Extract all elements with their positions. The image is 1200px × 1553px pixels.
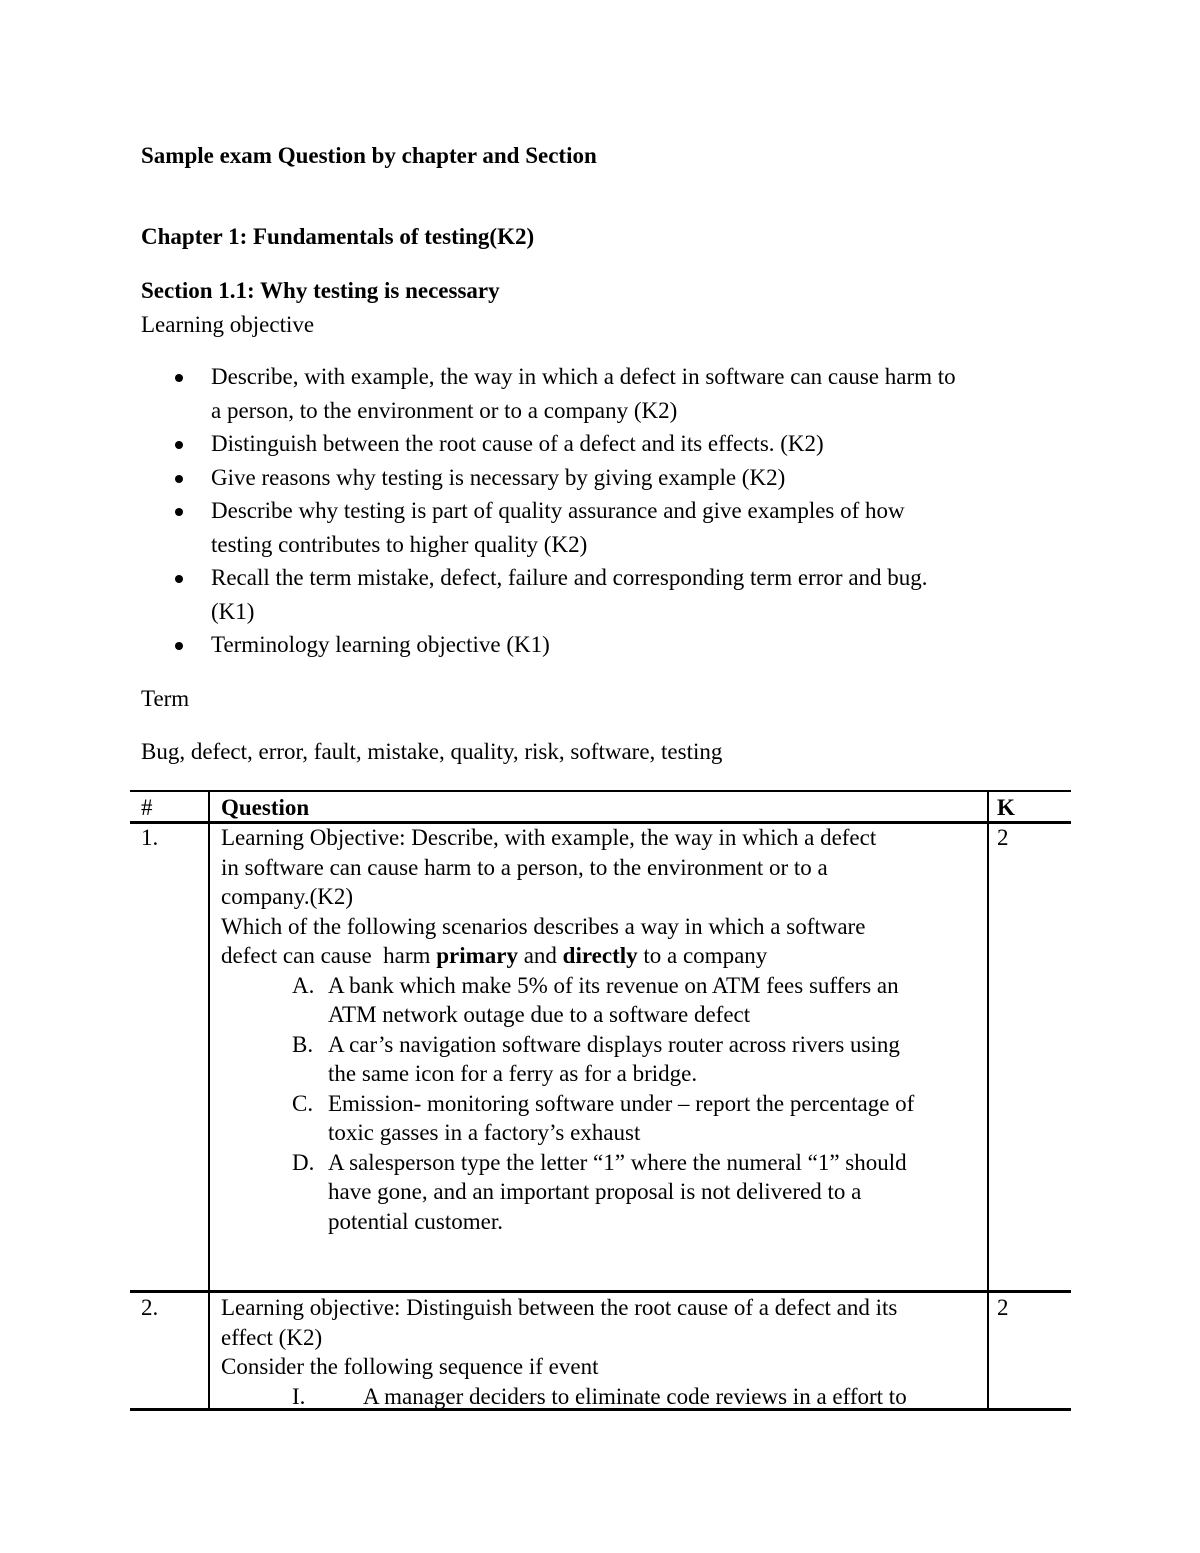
bullet-icon — [175, 374, 183, 382]
event-item: I. A manager deciders to eliminate code reviews in a effort to — [292, 1383, 907, 1409]
terms-list: Bug, defect, error, fault, mistake, quality, risk, software, testing — [141, 739, 723, 764]
row-k-level: 2 — [997, 825, 1009, 850]
section-heading: Section 1.1: Why testing is necessary — [141, 278, 500, 303]
term-label: Term — [141, 686, 190, 711]
table-column-rule — [208, 790, 210, 1410]
answer-option: C. Emission- monitoring software under – report the percentage of toxic gasses in a factory’s exhaust — [292, 1090, 915, 1145]
list-item: Describe, with example, the way in which a defect in software can cause harm to a person, to the environment or to a company (K2) — [0, 360, 956, 427]
objective-line: Learning Objective: Describe, with example, the way in which a defect — [221, 825, 877, 850]
list-item: Describe why testing is part of quality assurance and give examples of how testing contributes to higher quality (K2) — [0, 494, 956, 561]
table-column-rule — [987, 790, 989, 1410]
bullet-icon — [175, 642, 183, 650]
answer-option: D. A salesperson type the letter “1” where the numeral “1” should have gone, and an important proposal is not delivered to a potential customer. — [292, 1149, 907, 1234]
objective-line: effect (K2) — [221, 1324, 323, 1350]
answer-option: B. A car’s navigation software displays router across rivers using the same icon for a ferry as for a bridge. — [292, 1031, 900, 1086]
row-number: 1. — [141, 825, 159, 850]
bullet-icon — [175, 441, 183, 449]
document-title: Sample exam Question by chapter and Section — [141, 143, 597, 168]
answer-option: A. A bank which make 5% of its revenue on ATM fees suffers an ATM network outage due to a software defect — [292, 972, 899, 1027]
question-body — [221, 1293, 907, 1411]
learning-objective-label: Learning objective — [141, 312, 315, 337]
header-question: Question — [221, 795, 310, 820]
question-stem: Which of the following scenarios describes a way in which a software — [221, 913, 866, 939]
question-stem: Consider the following sequence if event — [221, 1354, 599, 1379]
list-item: Distinguish between the root cause of a defect and its effects. (K2) — [0, 427, 956, 461]
objectives-list — [0, 360, 956, 662]
objective-line: Learning objective: Distinguish between the root cause of a defect and its — [221, 1295, 898, 1320]
question-stem: defect can cause harm primary and directly to a company — [221, 943, 768, 968]
list-item: Give reasons why testing is necessary by giving example (K2) — [0, 461, 956, 495]
table-top-rule — [130, 790, 1071, 792]
objective-line: company.(K2) — [221, 884, 353, 909]
header-number: # — [141, 795, 153, 820]
bullet-icon — [175, 475, 183, 483]
question-body — [221, 823, 914, 1236]
header-k: K — [997, 795, 1015, 820]
row-k-level: 2 — [997, 1295, 1009, 1320]
objective-line: in software can cause harm to a person, to the environment or to a — [221, 854, 828, 880]
chapter-heading: Chapter 1: Fundamentals of testing(K2) — [141, 224, 535, 249]
row-number: 2. — [141, 1295, 159, 1320]
bullet-icon — [175, 575, 183, 583]
list-item: Terminology learning objective (K1) — [0, 628, 956, 662]
bullet-icon — [175, 508, 183, 516]
list-item: Recall the term mistake, defect, failure and corresponding term error and bug. (K1) — [0, 561, 956, 628]
